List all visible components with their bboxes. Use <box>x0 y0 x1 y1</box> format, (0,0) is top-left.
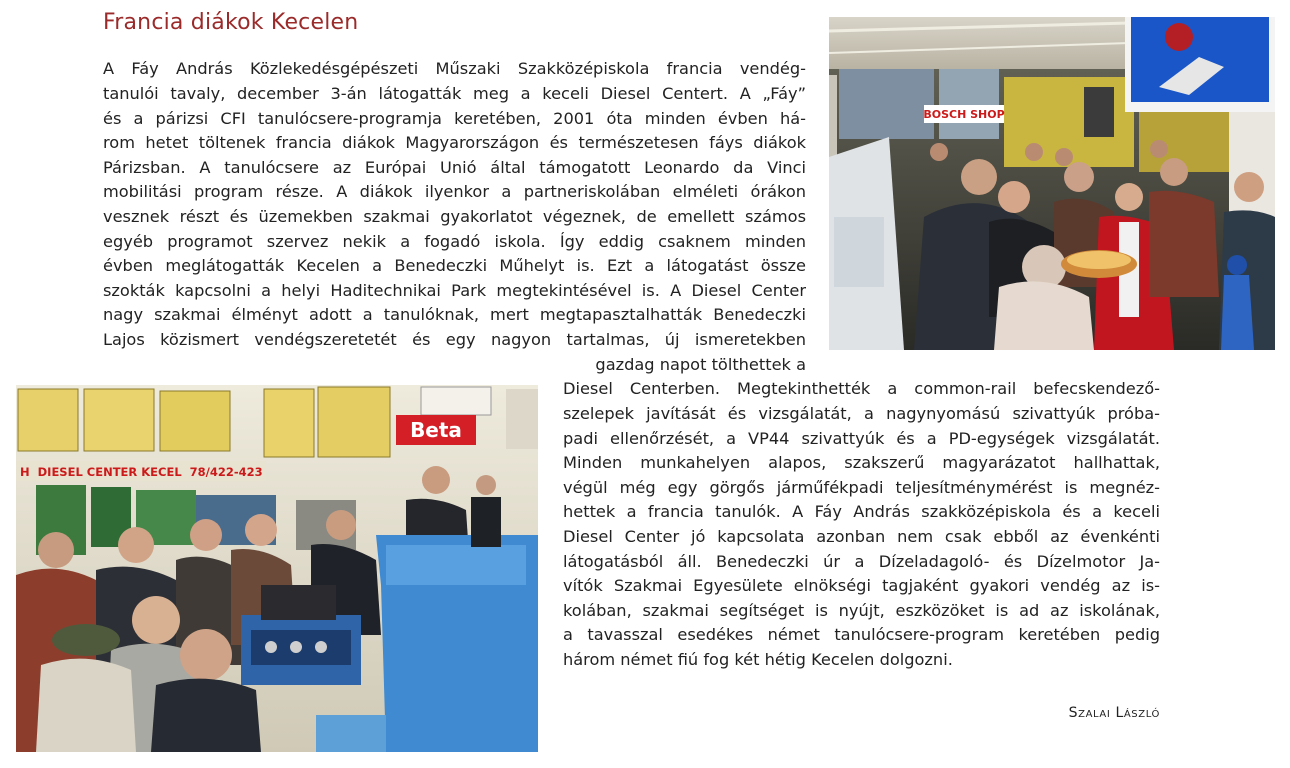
article-author: Szalai László <box>1068 705 1160 721</box>
article-line: a tavasszal esedékes német tanulócsere-program keretében pedig <box>563 625 1160 644</box>
article-line: látogatásból áll. Benedeczki úr a Dízeladagoló- és Dízelmotor Ja- <box>563 552 1160 571</box>
article-line: szokták kapcsolni a helyi Haditechnikai Park megtekintésével is. A Diesel Center <box>103 281 806 300</box>
article-line: A Fáy András Közlekedésgépészeti Műszaki Szakközépiskola francia vendég- <box>103 59 806 78</box>
article-line: egyéb programot szervez nekik a fogadó iskola. Így eddig csaknem minden <box>103 232 806 251</box>
article-line: Párizsban. A tanulócsere az Európai Unió által támogatott Leonardo da Vinci <box>103 158 806 177</box>
article-line: és a párizsi CFI tanulócsere-programja keretében, 2001 óta minden évben há- <box>103 109 806 128</box>
article-title: Francia diákok Kecelen <box>103 10 359 35</box>
diesel-center-banner: H DIESEL CENTER KECEL 78/422-423 <box>20 465 263 479</box>
article-line: három német fiú fog két hétig Kecelen dolgozni. <box>563 650 953 669</box>
article-line: padi ellenőrzését, a VP44 szivattyúk és a PD-egységek vizsgálatát. <box>563 429 1160 448</box>
article-line: nagy szakmai élményt adott a tanulóknak, mert megtapasztalhatták Benedeczki <box>103 305 806 324</box>
photo-diesel-center-workshop <box>16 385 538 752</box>
article-line: szelepek javítását és vizsgálatát, a nagynyomású szivattyúk próba- <box>563 404 1160 423</box>
photo-bosch-shop-visit <box>829 17 1275 350</box>
article-line: mobilitási program része. A diákok ilyenkor a partneriskolában elméleti órákon <box>103 182 806 201</box>
article-line: gazdag napot tölthettek a <box>595 355 806 374</box>
article-line: hettek a francia tanulók. A Fáy András szakközépiskola és a keceli <box>563 502 1160 521</box>
article-line: Diesel Centerben. Megtekinthették a common-rail befecskendező- <box>563 379 1160 398</box>
article-line: végül még egy görgős járműfékpadi teljesítménymérést is megnéz- <box>563 478 1160 497</box>
article-line: évben meglátogatták Kecelen a Benedeczki Műhelyt is. Ezt a látogatást össze <box>103 256 806 275</box>
article-line: kolában, szakmai segítséget is nyújt, eszközöket is ad az iskolának, <box>563 601 1160 620</box>
article-line: Diesel Center jó kapcsolata azonban nem csak ebből az évenkénti <box>563 527 1160 546</box>
article-line: Minden munkahelyen alapos, szakszerű magyarázatot hallhattak, <box>563 453 1160 472</box>
article-line: vítók Szakmai Egyesülete elnökségi tagjaként gyakori vendég az is- <box>563 576 1160 595</box>
article-line: vesznek részt és üzemekben szakmai gyakorlatot végeznek, de emellett számos <box>103 207 806 226</box>
beta-sign: Beta <box>410 418 462 442</box>
article-line: rom hetet töltenek francia diákok Magyarországon és természetesen fáys diákok <box>103 133 806 152</box>
article-line: Lajos közismert vendégszeretetét és egy nagyon tartalmas, új ismeretekben <box>103 330 806 349</box>
bosch-shop-sign: BOSCH SHOP <box>923 108 1005 121</box>
article-line: tanulói tavaly, december 3-án látogatták meg a keceli Diesel Centert. A „Fáy” <box>103 84 806 103</box>
